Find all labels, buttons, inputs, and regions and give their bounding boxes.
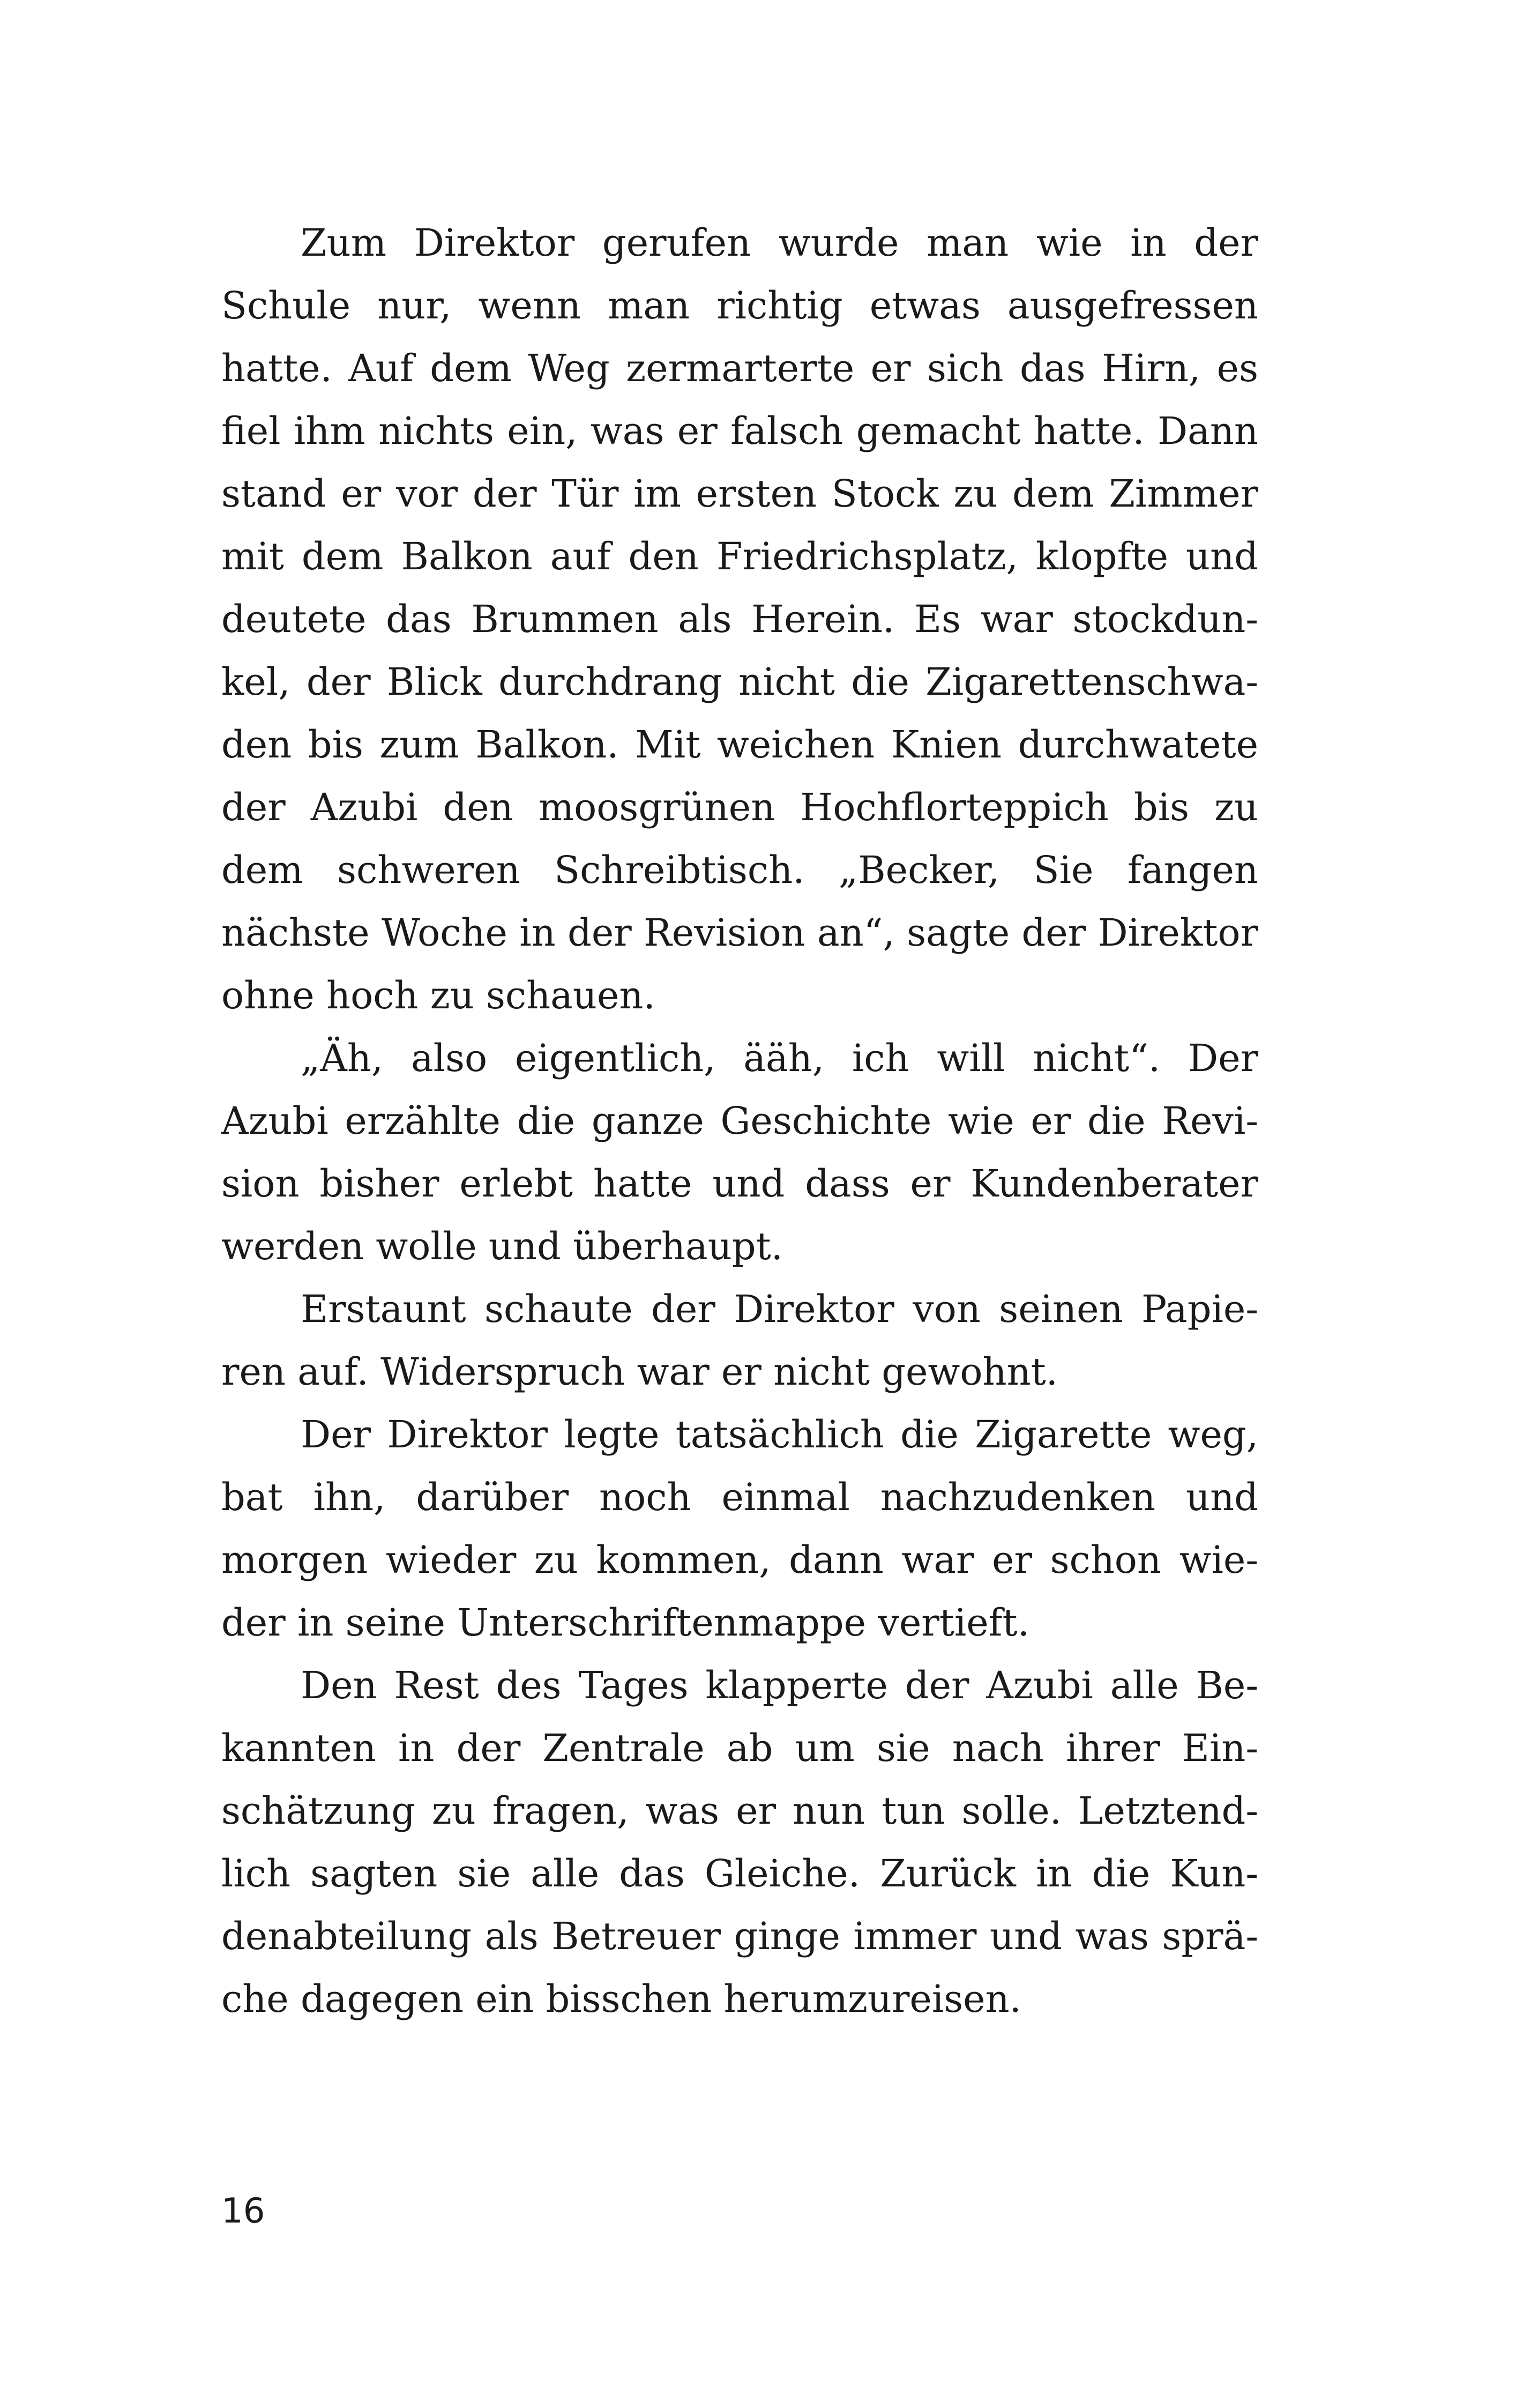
paragraph-2: „Äh, also eigentlich, ääh, ich will nicht“. Der Azubi erzählte die ganze Geschichte wie er die Revision bisher erlebt hatte und dass er Kundenberater werden wolle und überhaupt.: [221, 1036, 1258, 1268]
paragraph-1: Zum Direktor gerufen wurde man wie in der Schule nur, wenn man richtig etwas ausgefressen hatte. Auf dem Weg zermarterte er sich das Hirn, es fiel ihm nichts ein, was er falsch gemacht hatte. Dann stand er vor der Tür im ersten Stock zu dem Zimmer mit dem Balkon auf den Friedrichsplatz, klopfte und deutete das Brummen als Herein. Es war stockdunkel, der Blick durchdrang nicht die Zigarettenschwaden bis zum Balkon. Mit weichen Knien durchwatete der Azubi den moosgrünen Hochflorteppich bis zu dem schweren Schreibtisch. „Becker, Sie fangen nächste Woche in der Revision an“, sagte der Direktor ohne hoch zu schauen.: [221, 221, 1258, 1017]
paragraph-3: Erstaunt schaute der Direktor von seinen Papieren auf. Widerspruch war er nicht gewohnt.: [221, 1287, 1258, 1394]
paragraph-4: Der Direktor legte tatsächlich die Zigarette weg, bat ihn, darüber noch einmal nachzudenken und morgen wieder zu kommen, dann war er schon wieder in seine Unterschriftenmappe vertieft.: [221, 1413, 1258, 1645]
page-number: 16: [221, 2191, 265, 2231]
paragraph-5: Den Rest des Tages klapperte der Azubi alle Bekannten in der Zentrale ab um sie nach ihrer Einschätzung zu fragen, was er nun tun solle. Letztendlich sagten sie alle das Gleiche. Zurück in die Kundenabteilung als Betreuer ginge immer und was spräche dagegen ein bisschen herumzureisen.: [221, 1663, 1258, 2021]
body-text: [221, 212, 1258, 2031]
